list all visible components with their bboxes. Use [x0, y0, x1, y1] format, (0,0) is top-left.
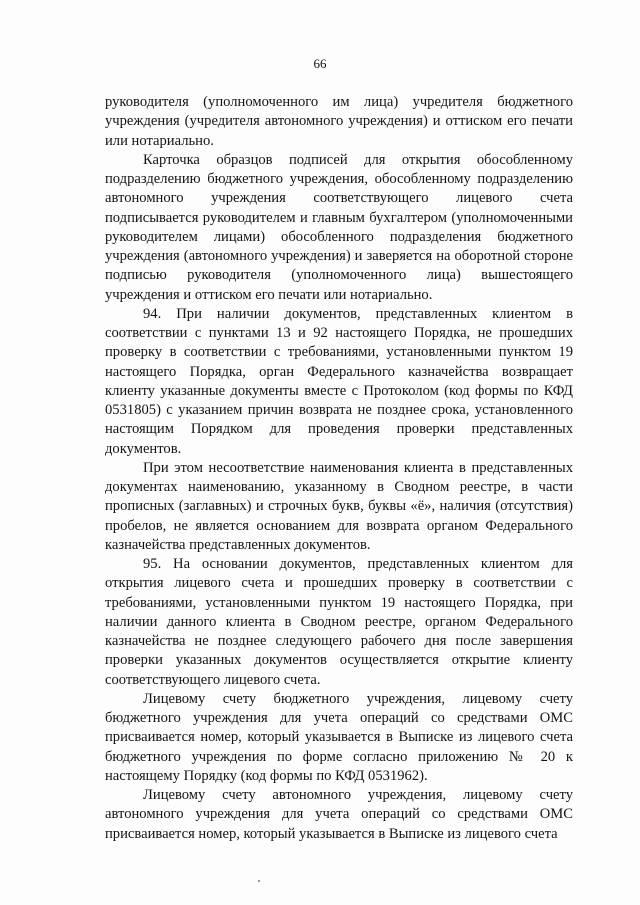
paragraph-7: Лицевому счету автономного учреждения, лицевому счету автономного учреждения для учета операций со средствами ОМС присваивается номер, который указывается в Выписке из лицевого счета — [105, 787, 573, 842]
page-number: 66 — [313, 56, 327, 71]
paragraph-6: Лицевому счету бюджетного учреждения, лицевому счету бюджетного учреждения для учета операций со средствами ОМС присваивается номер, который указывается в Выписке из лицевого счета бюджетного учреждения по форме согласно приложению № 20 к настоящему Порядку (код формы по КФД 0531962). — [105, 690, 573, 784]
scan-speck — [258, 880, 260, 882]
document-body — [105, 93, 573, 844]
paragraph-3: 94. При наличии документов, представленных клиентом в соответствии с пунктами 13 и 92 настоящего Порядка, не прошедших проверку в соответствии с требованиями, установленными пунктом 19 настоящего Порядка, орган Федерального казначейства возвращает клиенту указанные документы вместе с Протоколом (код формы по КФД 0531805) с указанием причин возврата не позднее срока, установленного настоящим Порядком для проведения проверки представленных документов. — [105, 305, 573, 457]
paragraph-2: Карточка образцов подписей для открытия обособленному подразделению бюджетного учреждения, обособленному подразделению автономного учреждения соответствующего лицевого счета подписывается руководителем и главным бухгалтером (уполномоченными руководителем лицами) обособленного подразделения бюджетного учреждения (автономного учреждения) и заверяется на оборотной стороне подписью руководителя (уполномоченного лица) вышестоящего учреждения и оттиском его печати или нотариально. — [105, 151, 573, 303]
paragraph-4: При этом несоответствие наименования клиента в представленных документах наименованию, указанному в Сводном реестре, в части прописных (заглавных) и строчных букв, буквы «ё», наличия (отсутствия) пробелов, не является основанием для возврата органом Федерального казначейства представленных документов. — [105, 459, 573, 553]
paragraph-5: 95. На основании документов, представленных клиентом для открытия лицевого счета и прошедших проверку в соответствии с требованиями, установленными пунктом 19 настоящего Порядка, при наличии данного клиента в Сводном реестре, органом Федерального казначейства не позднее следующего рабочего дня после завершения проверки указанных документов осуществляется открытие клиенту соответствующего лицевого счета. — [105, 556, 573, 688]
paragraph-1: руководителя (уполномоченного им лица) учредителя бюджетного учреждения (учредителя автономного учреждения) и оттиском его печати или нотариально. — [105, 94, 573, 149]
